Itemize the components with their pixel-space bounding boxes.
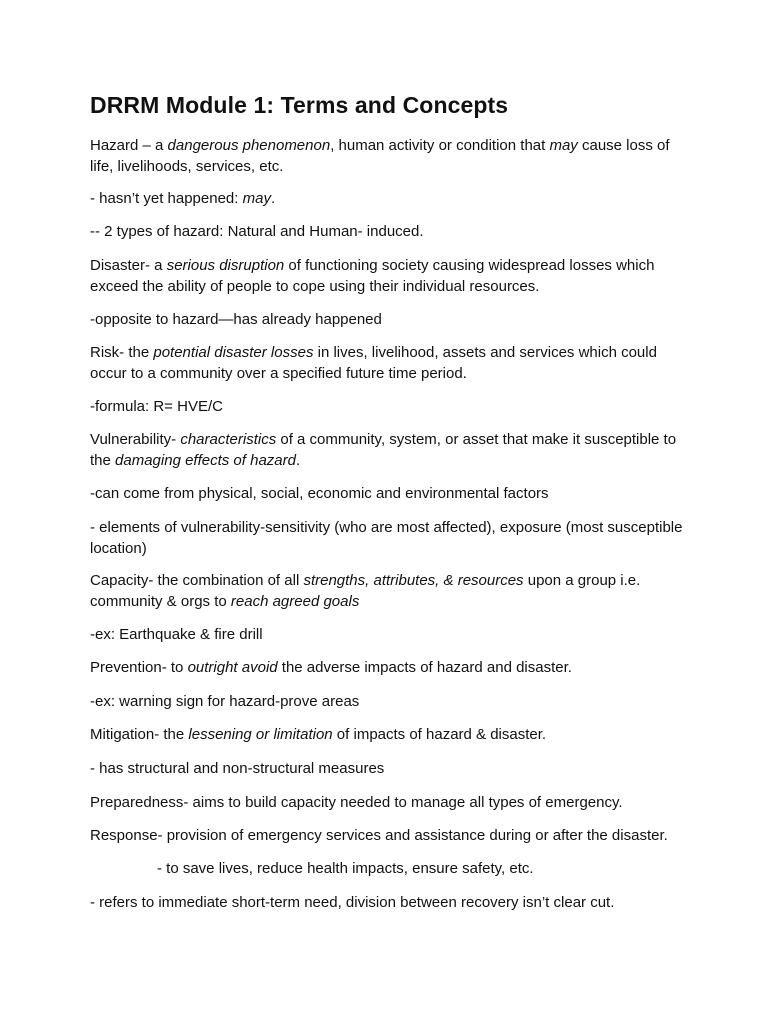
- paragraph-hazard-definition: [90, 136, 690, 177]
- paragraph-hazard-note-may: [90, 189, 690, 210]
- text-run: - to save lives, reduce health impacts, ensure safety, etc.: [157, 860, 534, 877]
- text-run: Preparedness- aims to build capacity needed to manage all types of emergency.: [90, 794, 623, 811]
- paragraph-risk-definition: [90, 343, 690, 384]
- text-run: cause loss of life, livelihoods, services, etc.: [90, 137, 670, 175]
- text-run: upon a group i.e. community & orgs to: [90, 572, 641, 610]
- paragraph-vulnerability-sources: [90, 484, 690, 505]
- text-run: of a community, system, or asset that make it susceptible to the: [90, 431, 677, 469]
- paragraph-mitigation-measures: [90, 759, 690, 780]
- emphasis-text: serious disruption: [166, 257, 285, 274]
- paragraph-vulnerability-definition: [90, 430, 690, 471]
- text-run: - elements of vulnerability-sensitivity (who are most affected), exposure (most susceptible location): [90, 519, 683, 557]
- text-run: in lives, livelihood, assets and services which could occur to a community over a specified future time period.: [90, 344, 657, 382]
- emphasis-text: outright avoid: [187, 659, 278, 676]
- text-run: Vulnerability-: [90, 431, 181, 448]
- text-run: .: [295, 451, 301, 469]
- text-run: of functioning society causing widespread losses which exceed the ability of people to cope using their individual resources.: [90, 257, 655, 295]
- text-run: -opposite to hazard—has already happened: [90, 311, 382, 328]
- emphasis-text: characteristics: [180, 431, 277, 448]
- paragraph-hazard-types: [90, 222, 690, 243]
- text-run: -ex: warning sign for hazard-prove areas: [90, 693, 360, 710]
- paragraph-prevention-example: [90, 692, 690, 713]
- text-run: Response- provision of emergency services and assistance during or after the disaster.: [90, 827, 668, 844]
- text-run: -- 2 types of hazard: Natural and Human- induced.: [90, 223, 424, 240]
- paragraph-capacity-definition: [90, 571, 690, 612]
- emphasis-text: potential disaster losses: [153, 344, 314, 361]
- paragraph-disaster-definition: [90, 256, 690, 297]
- paragraph-response-note: [90, 893, 690, 914]
- paragraph-preparedness-definition: [90, 793, 690, 814]
- paragraph-risk-formula: [90, 397, 690, 418]
- text-run: -formula: R= HVE/C: [90, 398, 223, 415]
- document-title: DRRM Module 1: Terms and Concepts: [90, 92, 509, 118]
- emphasis-text: may: [242, 190, 271, 207]
- text-run: -can come from physical, social, economic and environmental factors: [90, 485, 549, 502]
- emphasis-text: dangerous phenomenon: [167, 137, 331, 154]
- emphasis-text: damaging effects of hazard: [115, 451, 296, 469]
- text-run: Mitigation- the: [90, 726, 189, 743]
- emphasis-text: strengths, attributes, & resources: [303, 572, 524, 589]
- paragraph-response-definition: [90, 826, 690, 847]
- text-run: - hasn’t yet happened:: [90, 190, 243, 207]
- paragraph-prevention-definition: [90, 658, 690, 679]
- text-run: Hazard – a: [90, 137, 168, 154]
- text-run: Prevention- to: [90, 659, 188, 676]
- paragraph-mitigation-definition: [90, 725, 690, 746]
- text-run: - has structural and non-structural measures: [90, 760, 385, 777]
- text-run: the adverse impacts of hazard and disaster.: [277, 659, 572, 676]
- paragraph-vulnerability-elements: [90, 518, 690, 559]
- text-run: Risk- the: [90, 344, 154, 361]
- text-run: - refers to immediate short-term need, division between recovery isn’t clear cut.: [90, 894, 615, 911]
- text-run: Capacity- the combination of all: [90, 572, 304, 589]
- paragraph-disaster-note: [90, 310, 690, 331]
- emphasis-text: may: [549, 137, 578, 154]
- text-run: , human activity or condition that: [330, 137, 550, 154]
- emphasis-text: reach agreed goals: [230, 592, 360, 610]
- paragraph-capacity-example: [90, 625, 690, 646]
- text-run: -ex: Earthquake & fire drill: [90, 626, 263, 643]
- text-run: Disaster- a: [90, 257, 167, 274]
- paragraph-response-purpose: [157, 859, 757, 880]
- text-run: of impacts of hazard & disaster.: [332, 726, 547, 743]
- text-run: .: [270, 190, 276, 207]
- emphasis-text: lessening or limitation: [188, 726, 333, 743]
